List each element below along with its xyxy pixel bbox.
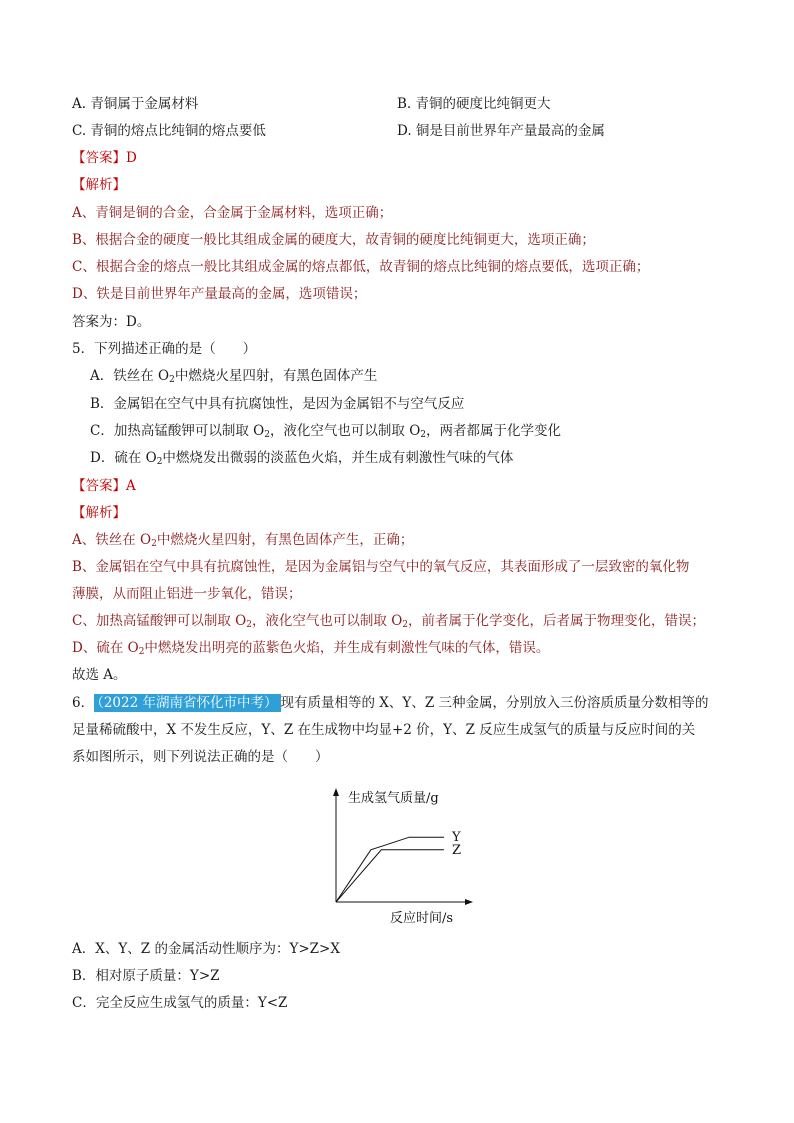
q6-source-tag: （2022 年湖南省怀化市中考）	[94, 694, 280, 712]
q4-analysis-title: 【解析】	[72, 177, 126, 193]
q5-analysis-a: A、铁丝在 $O_2$中燃烧火星四射，有黑色固体产生，正确；	[72, 532, 414, 549]
q6-option-c: C．完全反应生成氢气的质量：Y<Z	[72, 995, 288, 1011]
q4-option-c: C. 青铜的熔点比纯铜的熔点要低	[72, 123, 266, 139]
q4-conclusion: 答案为：D。	[72, 314, 151, 330]
y-axis-label: 生成氢气质量/g	[348, 791, 439, 806]
series-line-y	[336, 837, 444, 902]
q4-analysis-b: B、根据合金的硬度一般比其组成金属的硬度大，故青铜的硬度比纯铜更大，选项正确；	[72, 232, 595, 248]
q5-analysis-d: D、硫在 $O_2$中燃烧发出明亮的蓝紫色火焰，并生成有刺激性气味的气体，错误。	[72, 640, 550, 657]
q4-analysis-d: D、铁是目前世界年产量最高的金属，选项错误；	[72, 286, 367, 302]
q4-answer: 【答案】D	[72, 150, 137, 166]
q6-option-b: B．相对原子质量：Y>Z	[72, 968, 220, 984]
q5-option-c: C．加热高锰酸钾可以制取 $O_2$，液化空气也可以制取 $O_2$，两者都属于化学变化	[90, 423, 562, 440]
q5-analysis-b2: 薄膜，从而阻止铝进一步氧化，错误；	[72, 586, 302, 602]
q5-analysis-c: C、加热高锰酸钾可以制取 $O_2$，液化空气也可以制取 $O_2$，前者属于化学变化，后者属于物理变化，错误；	[72, 613, 706, 630]
series-label-z: Z	[452, 842, 462, 858]
q5-option-a: A．铁丝在 $O_2$中燃烧火星四射，有黑色固体产生	[90, 368, 378, 385]
q4-analysis-a: A、青铜是铜的合金，合金属于金属材料，选项正确；	[72, 205, 393, 221]
q5-option-d: D．硫在 $O_2$中燃烧发出微弱的淡蓝色火焰，并生成有刺激性气味的气体	[90, 450, 514, 467]
q6-stem-line3: 系如图所示，则下列说法正确的是（ ）	[72, 749, 329, 765]
q5-conclusion: 故选 A。	[72, 667, 127, 683]
y-axis-arrow	[333, 788, 339, 796]
q6-option-a: A．X、Y、Z 的金属活动性顺序为：Y>Z>X	[72, 941, 340, 957]
q5-analysis-b1: B、金属铝在空气中具有抗腐蚀性，是因为金属铝与空气中的氧气反应，其表面形成了一层致密的氧化物	[72, 559, 690, 575]
q6-stem-line2: 足量稀硫酸中，X 不发生反应，Y、Z 在生成物中均显+2 价，Y、Z 反应生成氢气的质量与反应时间的关	[72, 722, 696, 738]
q6-stem-line1	[72, 693, 709, 713]
series-line-z	[336, 850, 444, 902]
q4-option-b: B. 青铜的硬度比纯铜更大	[397, 96, 551, 112]
q5-analysis-title: 【解析】	[72, 505, 126, 521]
q4-option-d: D. 铜是目前世界年产量最高的金属	[397, 123, 605, 139]
q6-stem-text1: 现有质量相等的 X、Y、Z 三种金属，分别放入三份溶质质量分数相等的	[280, 695, 709, 711]
q4-option-a: A. 青铜属于金属材料	[72, 96, 199, 112]
series-layer	[336, 830, 461, 902]
x-axis-arrow	[465, 899, 473, 905]
q4-analysis-c: C、根据合金的熔点一般比其组成金属的熔点都低，故青铜的熔点比纯铜的熔点要低，选项正确；	[72, 259, 650, 275]
q6-chart	[318, 780, 478, 930]
q5-answer: 【答案】A	[72, 478, 136, 494]
q5-stem: 5．下列描述正确的是（ ）	[72, 341, 257, 357]
series-label-y: Y	[452, 830, 461, 846]
x-axis-label: 反应时间/s	[390, 911, 454, 926]
q6-number: 6．	[72, 695, 95, 711]
q5-option-b: B．金属铝在空气中具有抗腐蚀性，是因为金属铝不与空气反应	[90, 396, 465, 412]
